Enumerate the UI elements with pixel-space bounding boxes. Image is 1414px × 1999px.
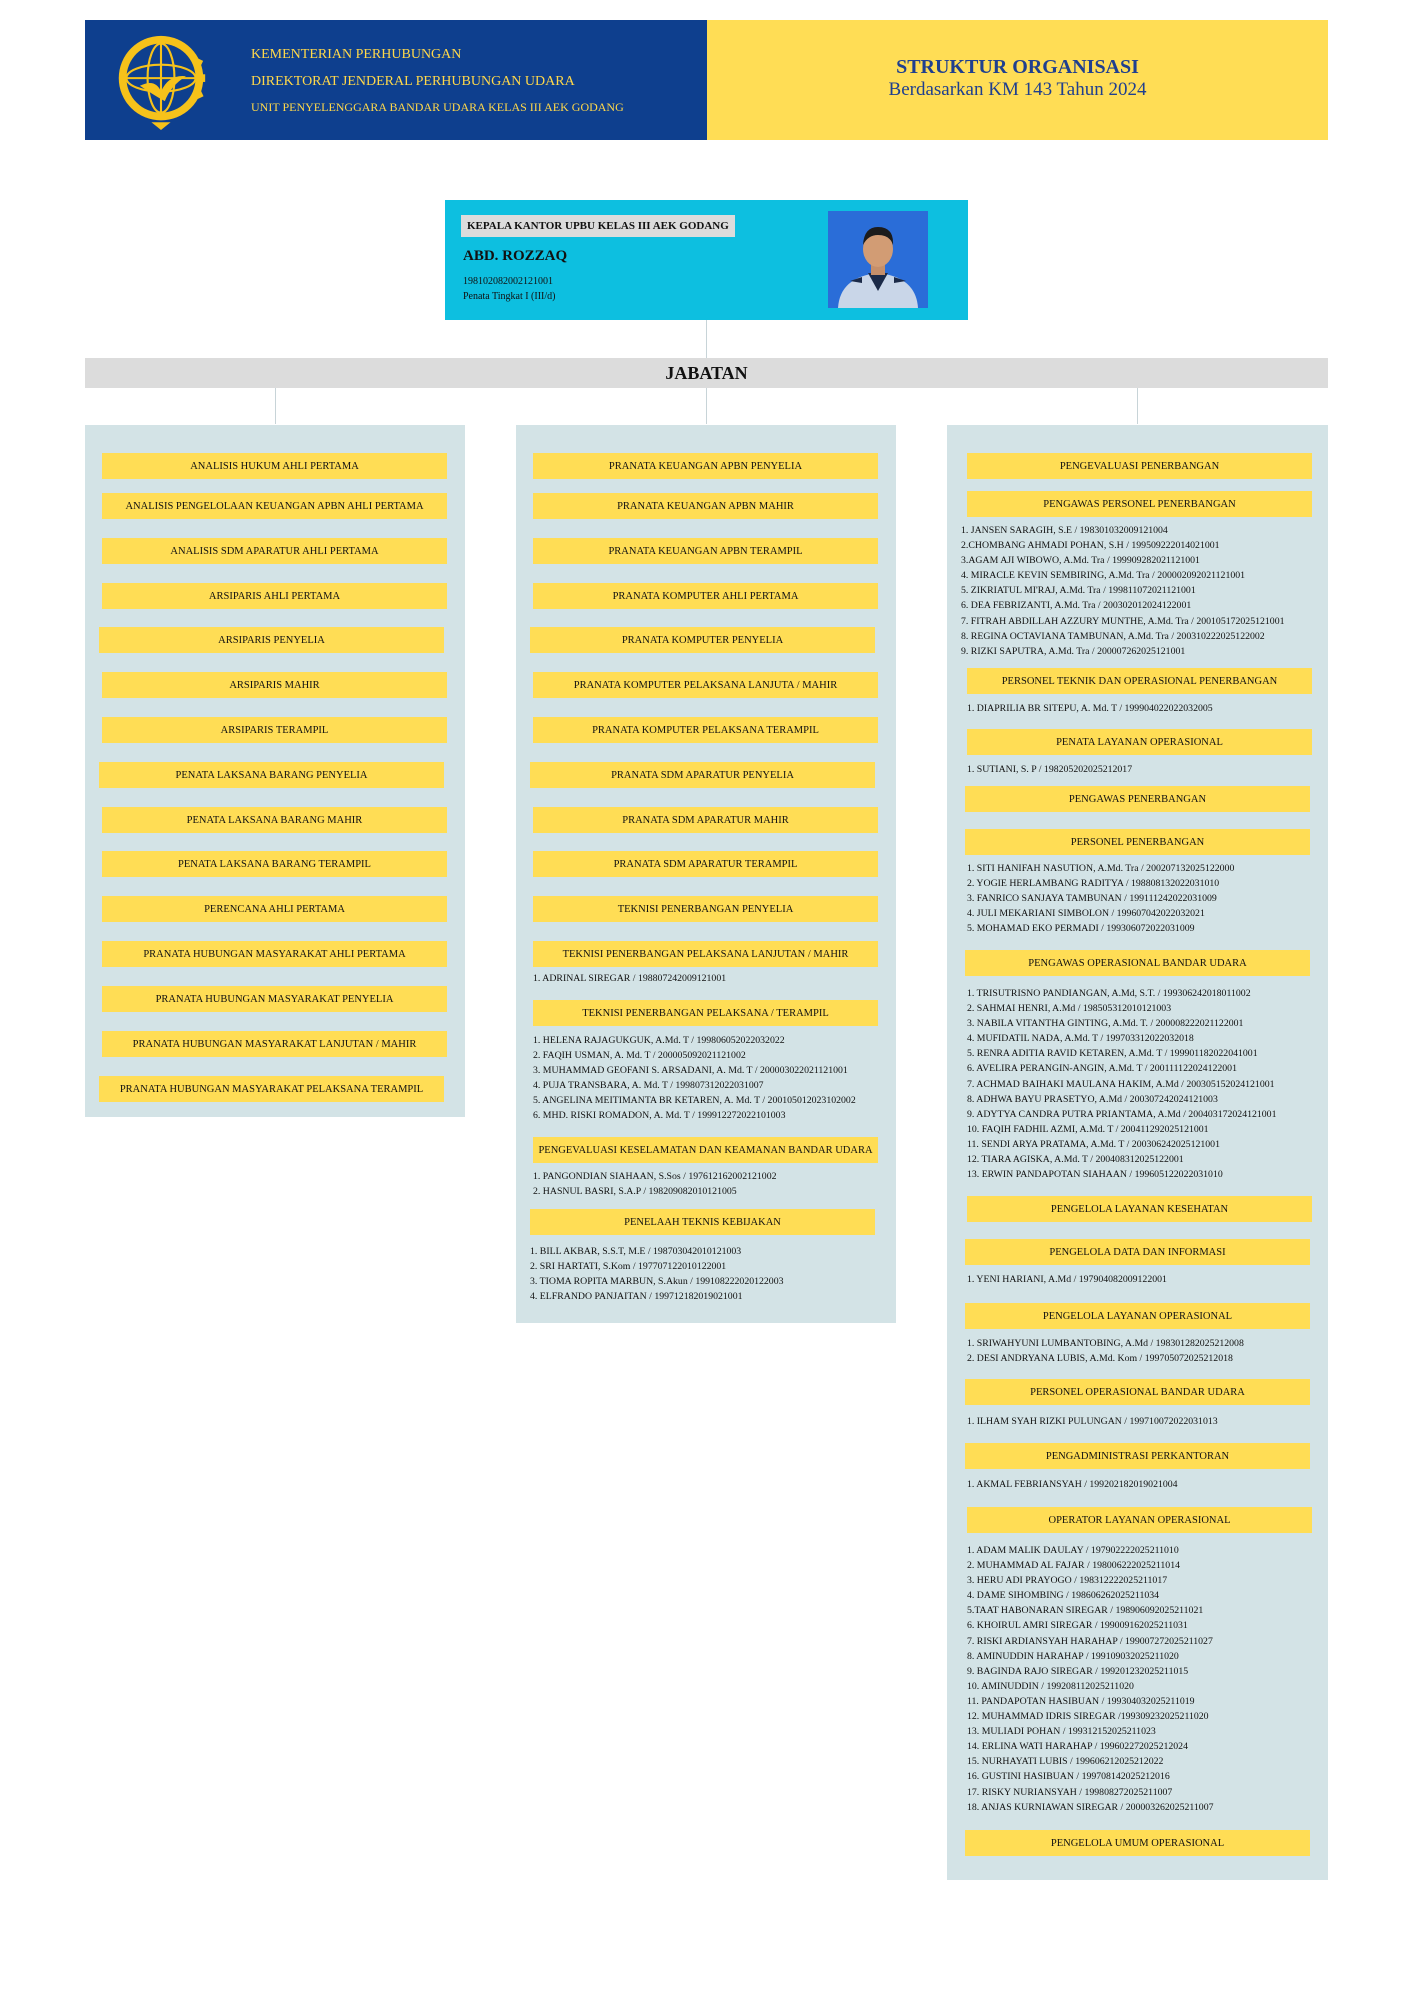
staff-name: 6. MHD. RISKI ROMADON, A. Md. T / 199912272022101003 — [533, 1110, 786, 1122]
staff-name: 5. RENRA ADITIA RAVID KETAREN, A.Md. T / 199901182022041001 — [967, 1048, 1258, 1060]
staff-list — [530, 1244, 784, 1304]
position-box: PENATA LAYANAN OPERASIONAL — [967, 729, 1312, 755]
head-name: ABD. ROZZAQ — [463, 248, 568, 264]
staff-list — [967, 1477, 1178, 1492]
staff-name: 17. RISKY NURIANSYAH / 199808272025211007 — [967, 1786, 1173, 1798]
position-box: PRANATA KEUANGAN APBN PENYELIA — [533, 453, 878, 479]
staff-name: 2. DESI ANDRYANA LUBIS, A.Md. Kom / 199705072025212018 — [967, 1353, 1233, 1365]
staff-name: 2. YOGIE HERLAMBANG RADITYA / 198808132022031010 — [967, 878, 1220, 890]
staff-name: 3. TIOMA ROPITA MARBUN, S.Akun / 199108222020122003 — [530, 1276, 784, 1288]
staff-name: 1. ILHAM SYAH RIZKI PULUNGAN / 199710072022031013 — [967, 1416, 1218, 1427]
staff-name: 1. YENI HARIANI, A.Md / 197904082009122001 — [967, 1274, 1167, 1285]
column-2 — [516, 425, 896, 1323]
staff-name: 13. MULIADI POHAN / 199312152025211023 — [967, 1726, 1156, 1738]
head-nip: 198102082002121001 — [463, 276, 553, 287]
staff-list — [967, 1336, 1244, 1366]
position-box: PERENCANA AHLI PERTAMA — [102, 896, 447, 922]
position-box: PENATA LAKSANA BARANG MAHIR — [102, 807, 447, 833]
column-1 — [85, 425, 465, 1117]
position-box: PENGAWAS OPERASIONAL BANDAR UDARA — [965, 950, 1310, 976]
position-box: PRANATA HUBUNGAN MASYARAKAT PELAKSANA TERAMPIL — [99, 1076, 444, 1102]
position-box: PENGELOLA LAYANAN KESEHATAN — [967, 1196, 1312, 1222]
staff-list — [967, 1414, 1218, 1429]
head-rank: Penata Tingkat I (III/d) — [463, 291, 556, 302]
position-box: PRANATA SDM APARATUR TERAMPIL — [533, 851, 878, 877]
connector-line — [706, 388, 707, 424]
position-box: PERSONEL OPERASIONAL BANDAR UDARA — [965, 1379, 1310, 1405]
position-box: PRANATA KOMPUTER AHLI PERTAMA — [533, 583, 878, 609]
position-box: PENGEVALUASI KESELAMATAN DAN KEAMANAN BANDAR UDARA — [533, 1137, 878, 1163]
staff-name: 11. PANDAPOTAN HASIBUAN / 199304032025211019 — [967, 1695, 1195, 1707]
staff-name: 16. GUSTINI HASIBUAN / 199708142025212016 — [967, 1771, 1170, 1783]
unit-name: UNIT PENYELENGGARA BANDAR UDARA KELAS III AEK GODANG — [251, 100, 624, 114]
page-subtitle: Berdasarkan KM 143 Tahun 2024 — [888, 79, 1147, 100]
position-box: PENGEVALUASI PENERBANGAN — [967, 453, 1312, 479]
position-box: PENELAAH TEKNIS KEBIJAKAN — [530, 1209, 875, 1235]
position-box: PRANATA HUBUNGAN MASYARAKAT PENYELIA — [102, 986, 447, 1012]
staff-name: 6. DEA FEBRIZANTI, A.Md. Tra / 200302012024122001 — [961, 600, 1192, 612]
position-box: PERSONEL TEKNIK DAN OPERASIONAL PENERBANGAN — [967, 668, 1312, 694]
staff-name: 1. BILL AKBAR, S.S.T, M.E / 198703042010121003 — [530, 1246, 742, 1257]
staff-name: 2.CHOMBANG AHMADI POHAN, S.H / 199509222014021001 — [961, 540, 1220, 552]
header-banner-left — [85, 20, 707, 140]
connector-line — [275, 388, 276, 424]
staff-name: 6. AVELIRA PERANGIN-ANGIN, A.Md. T / 200111122024122001 — [967, 1063, 1237, 1075]
staff-name: 7. FITRAH ABDILLAH AZZURY MUNTHE, A.Md. Tra / 200105172025121001 — [961, 615, 1285, 627]
position-box: PRANATA KEUANGAN APBN TERAMPIL — [533, 538, 878, 564]
position-box: PENATA LAKSANA BARANG PENYELIA — [99, 762, 444, 788]
staff-name: 9. BAGINDA RAJO SIREGAR / 199201232025211015 — [967, 1665, 1189, 1677]
position-box: ARSIPARIS MAHIR — [102, 672, 447, 698]
staff-name: 2. SAHMAI HENRI, A.Md / 198505312010121003 — [967, 1003, 1172, 1015]
position-box: ARSIPARIS PENYELIA — [99, 627, 444, 653]
position-box: ARSIPARIS AHLI PERTAMA — [102, 583, 447, 609]
ministry-name: KEMENTERIAN PERHUBUNGAN — [251, 47, 462, 62]
staff-name: 15. NURHAYATI LUBIS / 199606212025212022 — [967, 1756, 1164, 1768]
staff-name: 3. MUHAMMAD GEOFANI S. ARSADANI, A. Md. T / 200003022021121001 — [533, 1065, 848, 1077]
staff-name: 4. JULI MEKARIANI SIMBOLON / 199607042022032021 — [967, 908, 1205, 920]
staff-list — [961, 523, 1285, 659]
staff-list — [967, 861, 1234, 936]
portrait-icon — [828, 211, 928, 308]
staff-name: 12. MUHAMMAD IDRIS SIREGAR /199309232025211020 — [967, 1711, 1209, 1723]
staff-name: 12. TIARA AGISKA, A.Md. T / 200408312025122001 — [967, 1154, 1184, 1166]
position-box: ANALISIS PENGELOLAAN KEUANGAN APBN AHLI PERTAMA — [102, 493, 447, 519]
staff-name: 9. ADYTYA CANDRA PUTRA PRIANTAMA, A.Md / 200403172024121001 — [967, 1108, 1277, 1120]
staff-name: 1. PANGONDIAN SIAHAAN, S.Sos / 197612162002121002 — [533, 1171, 777, 1182]
staff-name: 4. MUFIDATIL NADA, A.Md. T / 199703312022032018 — [967, 1033, 1194, 1045]
page-title: STRUKTUR ORGANISASI — [896, 56, 1139, 78]
position-box: ANALISIS SDM APARATUR AHLI PERTAMA — [102, 538, 447, 564]
position-box: TEKNISI PENERBANGAN PELAKSANA LANJUTAN / MAHIR — [533, 941, 878, 967]
staff-list — [533, 971, 726, 986]
staff-name: 2. FAQIH USMAN, A. Md. T / 200005092021121002 — [533, 1050, 746, 1062]
staff-name: 1. SUTIANI, S. P / 198205202025212017 — [967, 764, 1133, 775]
staff-name: 1. JANSEN SARAGIH, S.E / 198301032009121004 — [961, 525, 1168, 536]
staff-name: 4. ELFRANDO PANJAITAN / 199712182019021001 — [530, 1291, 743, 1303]
position-box: PRANATA HUBUNGAN MASYARAKAT AHLI PERTAMA — [102, 941, 447, 967]
staff-list — [967, 1543, 1214, 1815]
staff-name: 1. SITI HANIFAH NASUTION, A.Md. Tra / 200207132025122000 — [967, 863, 1235, 874]
staff-name: 8. REGINA OCTAVIANA TAMBUNAN, A.Md. Tra / 200310222025122002 — [961, 630, 1265, 642]
position-box: PRANATA KEUANGAN APBN MAHIR — [533, 493, 878, 519]
connector-line — [706, 320, 707, 358]
staff-name: 9. RIZKI SAPUTRA, A.Md. Tra / 200007262025121001 — [961, 645, 1186, 657]
staff-name: 5. ANGELINA MEITIMANTA BR KETAREN, A. Md. T / 200105012023102002 — [533, 1095, 856, 1107]
position-box: ANALISIS HUKUM AHLI PERTAMA — [102, 453, 447, 479]
position-box: ARSIPARIS TERAMPIL — [102, 717, 447, 743]
staff-name: 5. MOHAMAD EKO PERMADI / 199306072022031009 — [967, 923, 1195, 935]
staff-list — [967, 762, 1132, 777]
staff-name: 11. SENDI ARYA PRATAMA, A.Md. T / 200306242025121001 — [967, 1138, 1220, 1150]
staff-name: 6. KHOIRUL AMRI SIREGAR / 199009162025211031 — [967, 1620, 1188, 1632]
staff-name: 14. ERLINA WATI HARAHAP / 199602272025212024 — [967, 1741, 1188, 1753]
position-box: PERSONEL PENERBANGAN — [965, 829, 1310, 855]
staff-list — [533, 1169, 777, 1199]
staff-name: 1. ADAM MALIK DAULAY / 197902222025211010 — [967, 1545, 1179, 1556]
position-box: PENGAWAS PERSONEL PENERBANGAN — [967, 491, 1312, 517]
staff-name: 4. MIRACLE KEVIN SEMBIRING, A.Md. Tra / 200002092021121001 — [961, 570, 1246, 582]
staff-name: 3.AGAM AJI WIBOWO, A.Md. Tra / 199909282021121001 — [961, 555, 1200, 567]
staff-name: 3. FANRICO SANJAYA TAMBUNAN / 199111242022031009 — [967, 893, 1217, 905]
staff-list — [967, 701, 1213, 716]
staff-list — [967, 1272, 1167, 1287]
jabatan-heading: JABATAN — [85, 358, 1328, 388]
staff-name: 1. DIAPRILIA BR SITEPU, A. Md. T / 199904022022032005 — [967, 703, 1213, 714]
staff-name: 1. SRIWAHYUNI LUMBANTOBING, A.Md / 198301282025212008 — [967, 1338, 1244, 1349]
staff-name: 1. AKMAL FEBRIANSYAH / 199202182019021004 — [967, 1479, 1178, 1490]
position-box: TEKNISI PENERBANGAN PELAKSANA / TERAMPIL — [533, 1000, 878, 1026]
position-box: PENGELOLA LAYANAN OPERASIONAL — [965, 1303, 1310, 1329]
head-position-title: KEPALA KANTOR UPBU KELAS III AEK GODANG — [461, 215, 735, 237]
position-box: PRANATA KOMPUTER PELAKSANA LANJUTA / MAHIR — [533, 672, 878, 698]
staff-list — [533, 1033, 856, 1124]
header-banner-right — [707, 20, 1328, 140]
staff-name: 1. ADRINAL SIREGAR / 198807242009121001 — [533, 973, 727, 984]
position-box: PENGELOLA DATA DAN INFORMASI — [965, 1239, 1310, 1265]
staff-name: 13. ERWIN PANDAPOTAN SIAHAAN / 199605122022031010 — [967, 1169, 1223, 1181]
staff-name: 1. TRISUTRISNO PANDIANGAN, A.Md, S.T. / 199306242018011002 — [967, 988, 1251, 999]
ministry-logo-icon — [113, 30, 209, 132]
head-photo — [828, 211, 928, 308]
staff-name: 8. AMINUDDIN HARAHAP / 199109032025211020 — [967, 1650, 1179, 1662]
position-box: PENGAWAS PENERBANGAN — [965, 786, 1310, 812]
staff-name: 2. SRI HARTATI, S.Kom / 197707122010122001 — [530, 1261, 727, 1273]
connector-line — [1137, 388, 1138, 424]
staff-name: 2. MUHAMMAD AL FAJAR / 198006222025211014 — [967, 1560, 1181, 1572]
position-box: PRANATA SDM APARATUR MAHIR — [533, 807, 878, 833]
position-box: PENGELOLA UMUM OPERASIONAL — [965, 1830, 1310, 1856]
position-box: PENATA LAKSANA BARANG TERAMPIL — [102, 851, 447, 877]
position-box: PRANATA SDM APARATUR PENYELIA — [530, 762, 875, 788]
staff-name: 3. HERU ADI PRAYOGO / 198312222025211017 — [967, 1575, 1168, 1587]
staff-name: 5.TAAT HABONARAN SIREGAR / 198906092025211021 — [967, 1605, 1204, 1617]
position-box: OPERATOR LAYANAN OPERASIONAL — [967, 1507, 1312, 1533]
column-3 — [947, 425, 1328, 1880]
staff-name: 3. NABILA VITANTHA GINTING, A.Md. T. / 200008222021122001 — [967, 1018, 1244, 1030]
staff-name: 8. ADHWA BAYU PRASETYO, A.Md / 200307242024121003 — [967, 1093, 1218, 1105]
staff-name: 4. PUJA TRANSBARA, A. Md. T / 199807312022031007 — [533, 1080, 764, 1092]
staff-name: 2. HASNUL BASRI, S.A.P / 198209082010121005 — [533, 1186, 737, 1198]
staff-name: 1. HELENA RAJAGUKGUK, A.Md. T / 199806052022032022 — [533, 1035, 785, 1046]
staff-name: 10. AMINUDDIN / 199208112025211020 — [967, 1680, 1134, 1692]
staff-name: 4. DAME SIHOMBING / 198606262025211034 — [967, 1590, 1160, 1602]
staff-name: 5. ZIKRIATUL MI'RAJ, A.Md. Tra / 199811072021121001 — [961, 585, 1196, 597]
staff-list — [967, 986, 1276, 1182]
staff-name: 10. FAQIH FADHIL AZMI, A.Md. T / 200411292025121001 — [967, 1123, 1209, 1135]
head-of-office-card — [445, 200, 968, 320]
directorate-name: DIREKTORAT JENDERAL PERHUBUNGAN UDARA — [251, 74, 575, 89]
staff-name: 7. RISKI ARDIANSYAH HARAHAP / 199007272025211027 — [967, 1635, 1213, 1647]
position-box: PRANATA KOMPUTER PENYELIA — [530, 627, 875, 653]
position-box: PRANATA KOMPUTER PELAKSANA TERAMPIL — [533, 717, 878, 743]
staff-name: 18. ANJAS KURNIAWAN SIREGAR / 200003262025211007 — [967, 1801, 1214, 1813]
position-box: PRANATA HUBUNGAN MASYARAKAT LANJUTAN / MAHIR — [102, 1031, 447, 1057]
staff-name: 7. ACHMAD BAIHAKI MAULANA HAKIM, A.Md / 200305152024121001 — [967, 1078, 1275, 1090]
position-box: TEKNISI PENERBANGAN PENYELIA — [533, 896, 878, 922]
position-box: PENGADMINISTRASI PERKANTORAN — [965, 1443, 1310, 1469]
